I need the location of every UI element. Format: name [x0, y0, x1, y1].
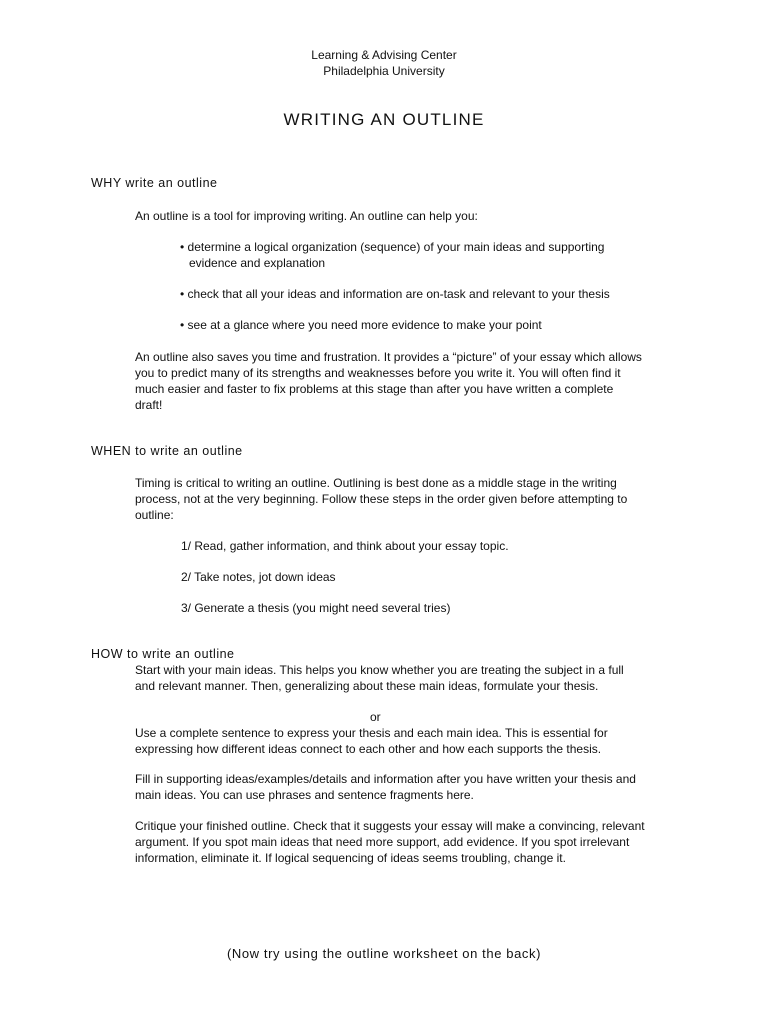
- bullet-item: [180, 317, 542, 333]
- paragraph-line: Use a complete sentence to express your thesis and each main idea. This is essential for: [135, 726, 608, 740]
- bullet-line: • check that all your ideas and information are on-task and relevant to your thesis: [180, 287, 610, 301]
- paragraph-line: process, not at the very beginning. Follow these steps in the order given before attempting to: [135, 492, 628, 506]
- or-separator: or: [370, 710, 381, 724]
- bullet-item: [180, 239, 604, 271]
- header-line-2: Philadelphia University: [323, 64, 445, 78]
- when-paragraph: [135, 475, 695, 523]
- paragraph-line: argument. If you spot main ideas that need more support, add evidence. If you spot irrelevant: [135, 835, 630, 849]
- how-paragraph-3: [135, 771, 695, 803]
- paragraph-line: main ideas. You can use phrases and sentence fragments here.: [135, 788, 474, 802]
- paragraph-line: information, eliminate it. If logical sequencing of ideas seems troubling, change it.: [135, 851, 566, 865]
- why-intro: [135, 208, 695, 224]
- paragraph-line: much easier and faster to fix problems at this stage than after you have written a complete: [135, 382, 614, 396]
- page-title: WRITING AN OUTLINE: [283, 110, 485, 129]
- how-paragraph-4: [135, 818, 695, 866]
- section-heading-when: WHEN to write an outline: [91, 444, 243, 458]
- header-line-1: Learning & Advising Center: [311, 48, 457, 62]
- paragraph-line: Fill in supporting ideas/examples/details and information after you have written your thesis and: [135, 772, 636, 786]
- step-item: 2/ Take notes, jot down ideas: [181, 570, 336, 584]
- paragraph-line: outline:: [135, 508, 174, 522]
- bullet-line: • determine a logical organization (sequence) of your main ideas and supporting: [180, 240, 605, 254]
- paragraph-line: Start with your main ideas. This helps you know whether you are treating the subject in a full: [135, 663, 624, 677]
- footer-note: (Now try using the outline worksheet on the back): [226, 946, 542, 961]
- paragraph-line: and relevant manner. Then, generalizing about these main ideas, formulate your thesis.: [135, 679, 599, 693]
- paragraph-line: draft!: [135, 398, 163, 412]
- why-intro-line: An outline is a tool for improving writing. An outline can help you:: [135, 209, 478, 223]
- paragraph-line: An outline also saves you time and frustration. It provides a “picture” of your essay which allows: [135, 350, 642, 364]
- how-paragraph-2: [135, 725, 695, 757]
- paragraph-line: Critique your finished outline. Check that it suggests your essay will make a convincing, relevant: [135, 819, 645, 833]
- step-item: 3/ Generate a thesis (you might need several tries): [181, 601, 451, 615]
- paragraph-line: Timing is critical to writing an outline. Outlining is best done as a middle stage in the writing: [135, 476, 617, 490]
- bullet-line: • see at a glance where you need more evidence to make your point: [180, 318, 542, 332]
- paragraph-line: expressing how different ideas connect to each other and how each supports the thesis.: [135, 742, 602, 756]
- how-paragraph-1: [135, 662, 695, 694]
- section-heading-why: WHY write an outline: [91, 176, 218, 190]
- bullet-line: evidence and explanation: [189, 256, 326, 270]
- section-heading-how: HOW to write an outline: [91, 647, 235, 661]
- why-paragraph: [135, 349, 695, 413]
- bullet-item: [180, 286, 610, 302]
- paragraph-line: you to predict many of its strengths and weaknesses before you write it. You will often find it: [135, 366, 621, 380]
- step-item: 1/ Read, gather information, and think about your essay topic.: [181, 539, 509, 553]
